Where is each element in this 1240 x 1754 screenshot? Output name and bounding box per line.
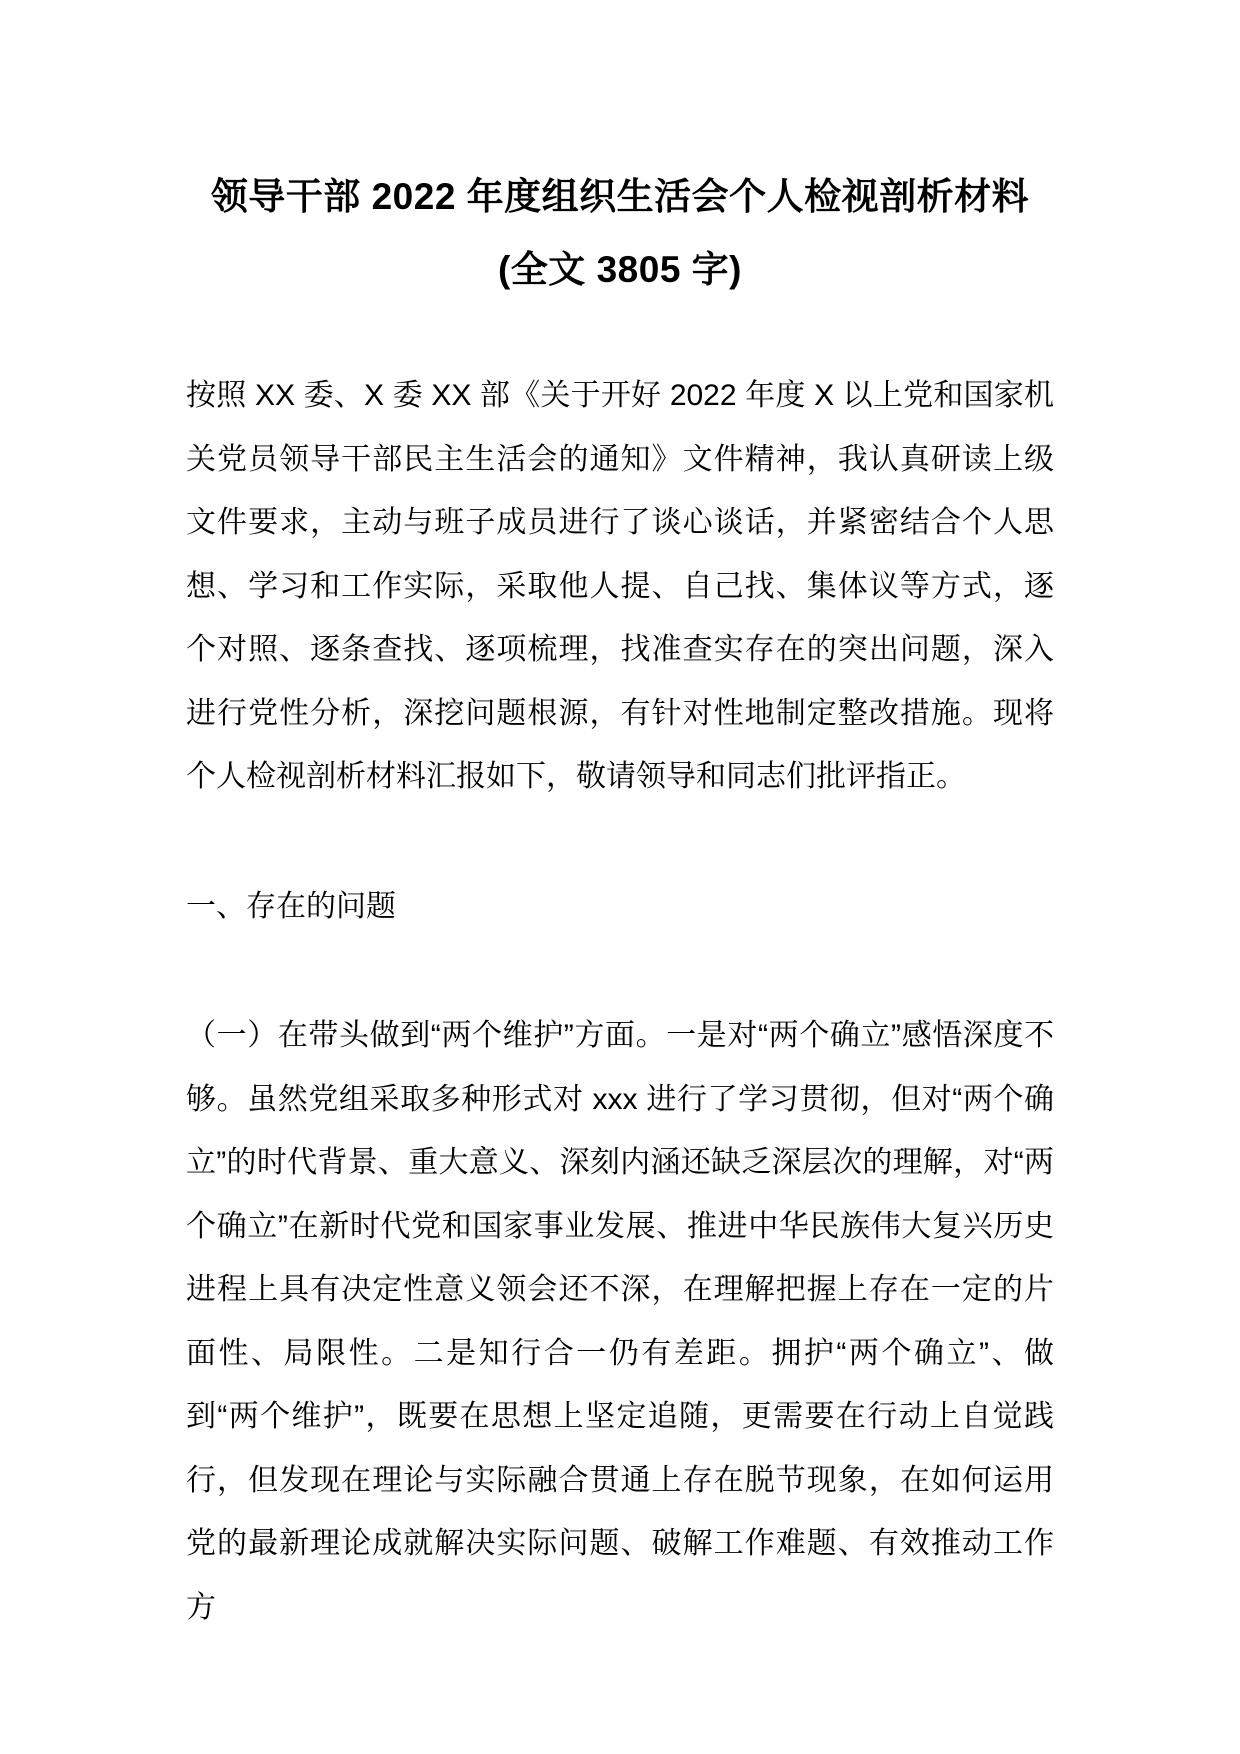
intro-paragraph: 按照 XX 委、X 委 XX 部《关于开好 2022 年度 X 以上党和国家机关党员领导干部民主生活会的通知》文件精神，我认真研读上级文件要求，主动与班子成员进行了谈心谈话，并紧密结合个人思想、学习和工作实际，采取他人提、自己找、集体议等方式，逐个对照、逐条查找、逐项梳理，找准查实存在的突出问题，深入进行党性分析，深挖问题根源，有针对性地制定整改措施。现将个人检视剖析材料汇报如下，敬请领导和同志们批评指正。	[186, 379, 1054, 793]
document-title: 领导干部 2022 年度组织生活会个人检视剖析材料	[210, 176, 1030, 217]
document-subtitle-word-count: (全文 3805 字)	[497, 249, 742, 290]
section1-paragraph-two-upholds: （一）在带头做到“两个维护”方面。一是对“两个确立”感悟深度不够。虽然党组采取多种形式对 xxx 进行了学习贯彻，但对“两个确立”的时代背景、重大意义、深刻内涵还缺乏深层次的理解，对“两个确立”在新时代党和国家事业发展、推进中华民族伟大复兴历史进程上具有决定性意义领会还不深，在理解把握上存在一定的片面性、局限性。二是知行合一仍有差距。拥护“两个确立”、做到“两个维护”，既要在思想上坚定追随，更需要在行动上自觉践行，但发现在理论与实际融合贯通上存在脱节现象，在如何运用党的最新理论成就解决实际问题、破解工作难题、有效推动工作方	[186, 1019, 1054, 1624]
section-heading-problems: 一、存在的问题	[186, 889, 396, 923]
